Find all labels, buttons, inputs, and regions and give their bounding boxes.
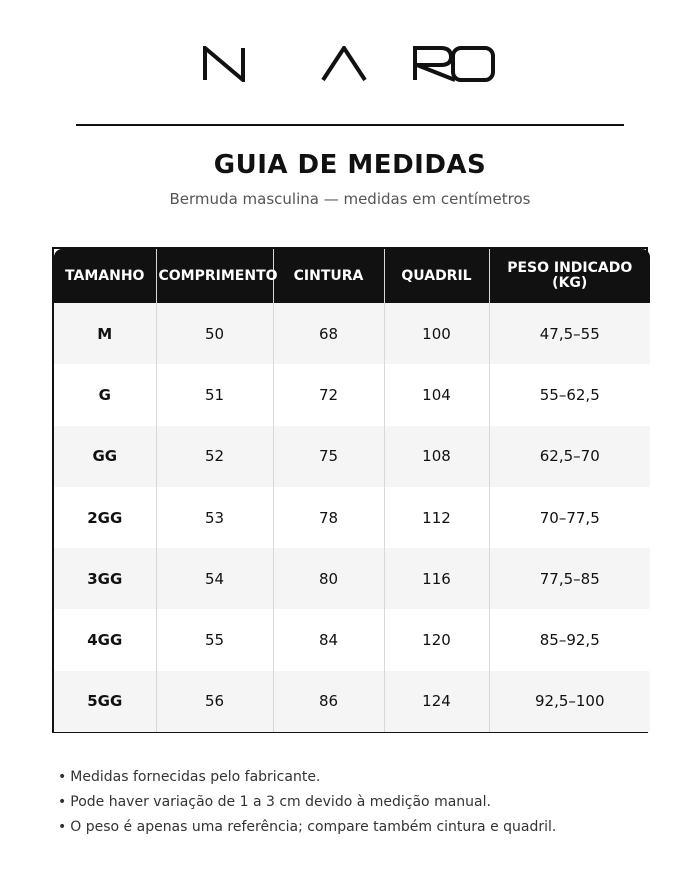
column-header-size: TAMANHO [65, 267, 145, 284]
cell-hip: 104 [384, 364, 489, 425]
bullet-icon: • [58, 794, 67, 810]
cell-size: 2GG [87, 508, 123, 527]
cell-length: 52 [156, 426, 273, 487]
size-chart-table [52, 247, 648, 733]
list-item [58, 768, 556, 793]
cell-weight: 77,5–85 [489, 548, 650, 609]
cell-size: 4GG [87, 631, 123, 650]
header-divider [76, 124, 624, 126]
cell-length: 55 [156, 609, 273, 670]
table-row [54, 671, 650, 732]
cell-size: 3GG [87, 569, 123, 588]
table-row [54, 364, 650, 425]
column-header-hip: QUADRIL [384, 249, 489, 303]
brand-logo [0, 46, 700, 86]
naro-logo-mark [203, 46, 497, 82]
cell-weight: 55–62,5 [489, 364, 650, 425]
cell-size: 5GG [87, 692, 123, 711]
table-header-row [54, 249, 650, 303]
cell-length: 53 [156, 487, 273, 548]
bullet-icon: • [58, 769, 67, 785]
table-row [54, 426, 650, 487]
cell-waist: 75 [273, 426, 384, 487]
cell-hip: 116 [384, 548, 489, 609]
list-item [58, 818, 556, 843]
list-item [58, 793, 556, 818]
table-row [54, 487, 650, 548]
cell-weight: 92,5–100 [489, 671, 650, 732]
note-text: O peso é apenas uma referência; compare também cintura e quadril. [70, 819, 557, 835]
cell-hip: 124 [384, 671, 489, 732]
page-subtitle: Bermuda masculina — medidas em centímetros [169, 190, 531, 208]
cell-length: 50 [156, 303, 273, 364]
cell-hip: 120 [384, 609, 489, 670]
page-title: GUIA DE MEDIDAS [213, 150, 487, 180]
cell-waist: 68 [273, 303, 384, 364]
cell-waist: 78 [273, 487, 384, 548]
table-row [54, 609, 650, 670]
cell-hip: 100 [384, 303, 489, 364]
table-row [54, 303, 650, 364]
cell-size: G [98, 385, 111, 404]
cell-weight: 70–77,5 [489, 487, 650, 548]
cell-waist: 80 [273, 548, 384, 609]
cell-size: GG [92, 447, 118, 466]
cell-waist: 84 [273, 609, 384, 670]
cell-waist: 72 [273, 364, 384, 425]
cell-waist: 86 [273, 671, 384, 732]
cell-weight: 85–92,5 [489, 609, 650, 670]
cell-hip: 112 [384, 487, 489, 548]
cell-size: M [97, 324, 113, 343]
cell-hip: 108 [384, 426, 489, 487]
note-text: Pode haver variação de 1 a 3 cm devido à medição manual. [70, 794, 491, 810]
notes-list [58, 768, 556, 843]
column-header-weight: PESO INDICADO (KG) [489, 249, 650, 303]
cell-length: 56 [156, 671, 273, 732]
column-header-waist: CINTURA [273, 249, 384, 303]
column-header-length: COMPRIMENTO [156, 249, 273, 303]
table-row [54, 548, 650, 609]
note-text: Medidas fornecidas pelo fabricante. [70, 769, 321, 785]
bullet-icon: • [58, 819, 67, 835]
cell-length: 54 [156, 548, 273, 609]
cell-length: 51 [156, 364, 273, 425]
cell-weight: 47,5–55 [489, 303, 650, 364]
cell-weight: 62,5–70 [489, 426, 650, 487]
